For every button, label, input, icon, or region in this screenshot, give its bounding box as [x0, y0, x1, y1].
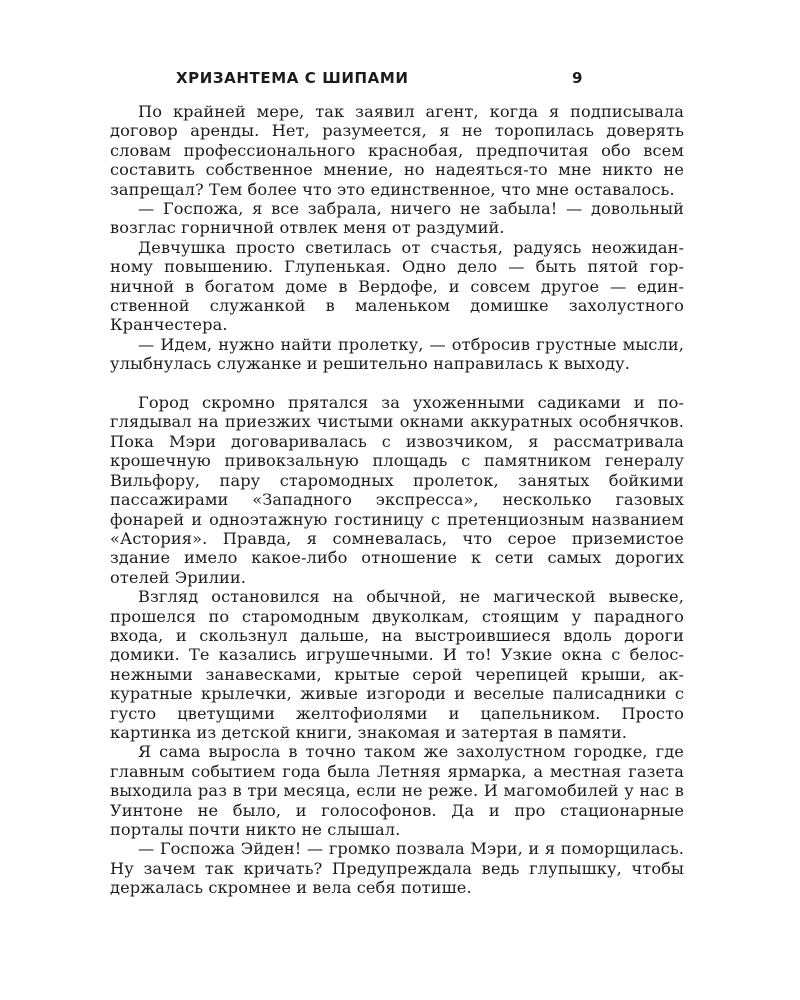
paragraph: Взгляд остановился на обычной, не магической вывеске, прошелся по старомодным двуколкам, стоящим у парадного входа, и скользнул дальше, на выстроившиеся вдоль дороги домики. Те казались игрушечными. И то! Узкие окна с белоснежными занавесками, крытые серой черепицей крыши, аккуратные крылечки, живые изгороди и веселые палисадники с густо цветущими желтофиолями и цапельником. Просто картинка из детской книги, знакомая и затертая в памяти. [110, 587, 684, 742]
body-text [110, 102, 684, 898]
paragraph: — Госпожа, я все забрала, ничего не забыла! — довольный возглас горничной отвлек меня от раздумий. [110, 199, 684, 238]
section-break [110, 374, 684, 393]
page-number: 9 [572, 69, 583, 87]
running-header [110, 66, 690, 90]
paragraph: Девчушка просто светилась от счастья, радуясь неожиданному повышению. Глупенькая. Одно дело — быть пятой горничной в богатом доме в Вердофе, и совсем другое — единственной служанкой в маленьком домишке захолустного Кранчестера. [110, 237, 684, 335]
paragraph: Я сама выросла в точно таком же захолустном городке, где главным событием года была Летняя ярмарка, а местная газета выходила раз в три месяца, если не реже. И магомобилей у нас в Уинтоне не было, и голософонов. Да и про стационарные порталы почти никто не слышал. [110, 742, 684, 840]
paragraph: — Идем, нужно найти пролетку, — отбросив грустные мысли, улыбнулась служанке и решительно направилась к выходу. [110, 334, 684, 374]
paragraph: — Госпожа Эйден! — громко позвала Мэри, и я поморщилась. Ну зачем так кричать? Предупреждала ведь глупышку, чтобы держалась скромнее и вела себя потише. [110, 839, 684, 898]
paragraph: По крайней мере, так заявил агент, когда я подписывала договор аренды. Нет, разумеется, я не торопилась доверять словам профессионального краснобая, предпочитая обо всем составить собственное мнение, но надеяться-то мне никто не запрещал? Тем более что это единственное, что мне оставалось. [110, 102, 684, 199]
book-title: ХРИЗАНТЕМА С ШИПАМИ [176, 69, 409, 87]
paragraph: Город скромно прятался за ухоженными садиками и поглядывал на приезжих чистыми окнами аккуратных особнячков. Пока Мэри договаривалась с извозчиком, я рассматривала крошечную привокзальную площадь с памятником генералу Вильфору, пару старомодных пролеток, занятых бойкими пассажирами «Западного экспресса», несколько газовых фонарей и одноэтажную гостиницу с претенциозным названием «Астория». Правда, я сомневалась, что серое приземистое здание имело какое-либо отношение к сети самых дорогих отелей Эрилии. [110, 393, 684, 587]
